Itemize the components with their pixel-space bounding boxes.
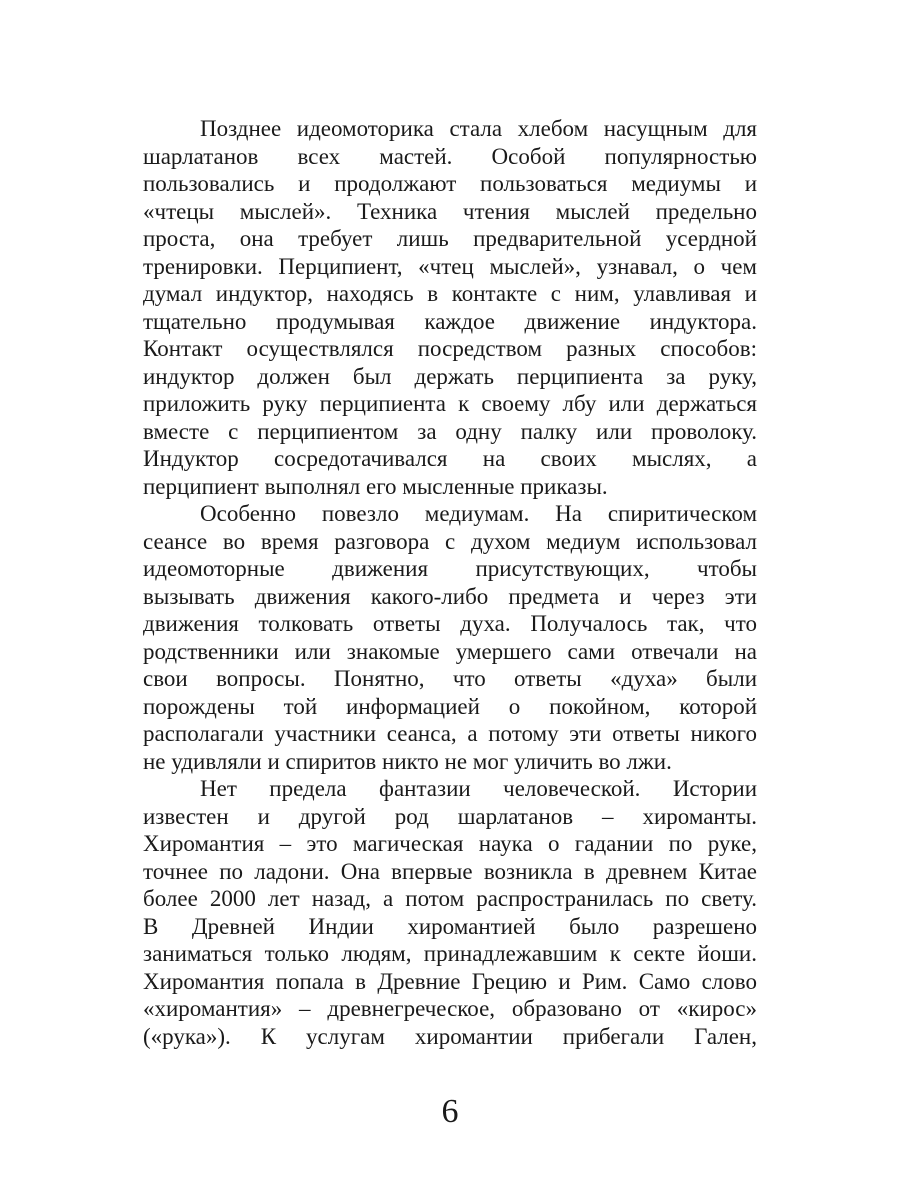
paragraph-2 [143, 500, 757, 775]
text-line: Хиромантия попала в Древние Грецию и Рим. Само слово [143, 968, 757, 994]
text-line: располагали участники сеанса, а потому эти ответы никого [143, 721, 757, 746]
text-line: думал индуктор, находясь в контакте с ним, улавливая и [143, 281, 757, 306]
text-line: перципиент выполнял его мысленные приказы. [143, 473, 608, 499]
text-line: движения толковать ответы духа. Получалось так, что [143, 611, 757, 636]
text-line: пользовались и продолжают пользоваться медиумы и [143, 171, 757, 196]
paragraph-3 [143, 775, 757, 1050]
text-line: не удивляли и спиритов никто не мог уличить во лжи. [143, 748, 672, 774]
text-line: более 2000 лет назад, а потом распространилась по свету. [143, 886, 757, 911]
text-line: «хиромантия» – древнегреческое, образовано от «кирос» [143, 996, 757, 1021]
text-line: тщательно продумывая каждое движение индуктора. [143, 308, 757, 334]
text-line: «чтецы мыслей». Техника чтения мыслей предельно [143, 198, 757, 224]
text-line: тренировки. Перципиент, «чтец мыслей», узнавал, о чем [143, 253, 757, 279]
text-line: шарлатанов всех мастей. Особой популярностью [143, 143, 757, 169]
text-line: сеансе во время разговора с духом медиум использовал [143, 528, 757, 554]
text-line: вместе с перципиентом за одну палку или проволоку. [143, 418, 757, 444]
paragraph-1 [143, 115, 757, 500]
page-number: 6 [441, 1093, 459, 1130]
page-body [143, 115, 757, 1050]
text-line: Нет предела фантазии человеческой. Истории [200, 776, 757, 801]
text-line: точнее по ладони. Она впервые возникла в древнем Китае [143, 858, 757, 884]
text-line: заниматься только людям, принадлежавшим к секте йоши. [143, 941, 757, 966]
text-line: Индуктор сосредотачивался на своих мыслях, а [143, 446, 757, 471]
text-line: Особенно повезло медиумам. На спиритическом [200, 501, 757, 526]
text-line: («рука»). К услугам хиромантии прибегали Гален, [143, 1023, 757, 1049]
text-line: приложить руку перципиента к своему лбу или держаться [143, 391, 757, 416]
text-line: известен и другой род шарлатанов – хироманты. [143, 803, 757, 829]
text-line: Контакт осуществлялся посредством разных способов: [143, 336, 757, 361]
text-line: идеомоторные движения присутствующих, чтобы [143, 556, 757, 581]
text-line: проста, она требует лишь предварительной усердной [143, 226, 757, 251]
text-line: Позднее идеомоторика стала хлебом насущным для [200, 116, 757, 141]
text-line: родственники или знакомые умершего сами отвечали на [143, 638, 757, 664]
text-line: Хиромантия – это магическая наука о гадании по руке, [143, 831, 757, 856]
text-line: порождены той информацией о покойном, которой [143, 693, 757, 719]
text-line: свои вопросы. Понятно, что ответы «духа» были [143, 666, 757, 691]
text-line: индуктор должен был держать перципиента за руку, [143, 363, 757, 389]
text-line: В Древней Индии хиромантией было разрешено [143, 913, 757, 939]
text-line: вызывать движения какого-либо предмета и через эти [143, 583, 757, 609]
